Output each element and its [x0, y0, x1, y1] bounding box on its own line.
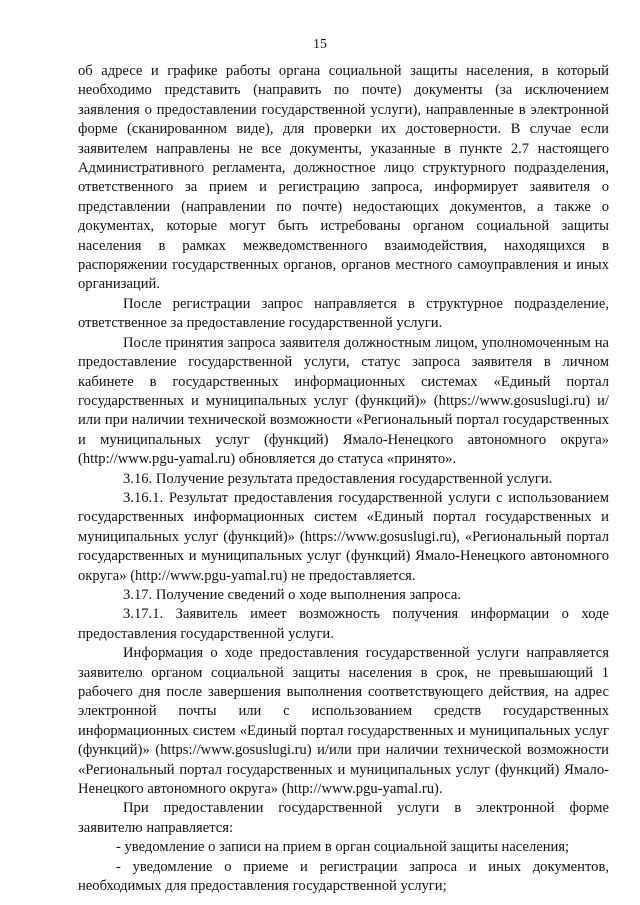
paragraph-3-17-1: 3.17.1. Заявитель имеет возможность получения информации о ходе предоставления государственной услуги.: [78, 606, 609, 642]
paragraph-3-16-1: 3.16.1. Результат предоставления государственной услуги с использованием государственных информационных систем «Единый портал государственных и муниципальных услуг (функций)» (https://www.gosuslugi.ru), «Региональный портал государственных и муниципальных услуг (функций) Ямало-Ненецкого автономного округа» (http://www.pgu-yamal.ru) не предоставляется.: [78, 489, 609, 584]
page-number: 15: [313, 37, 327, 52]
section-heading-3-16: 3.16. Получение результата предоставления государственной услуги.: [123, 470, 553, 487]
paragraph-progress-info: Информация о ходе предоставления государственной услуги направляется заявителю органом социальной защиты населения в срок, не превышающий 1 рабочего дня после завершения выполнения соответствующего действия, на адрес электронной почты или с использованием средств государственных информационных систем «Единый портал государственных и муниципальных услуг (функций)» (https://www.gosuslugi.ru) и/или при наличии технической возможности «Региональный портал государственных и муниципальных услуг (функций) Ямало-Ненецкого автономного округа» (http://www.pgu-yamal.ru).: [78, 645, 609, 798]
list-item-registration-notice: - уведомление о приеме и регистрации запроса и иных документов, необходимых для предоставления государственной услуги;: [78, 858, 609, 895]
paragraph-status-update: После принятия запроса заявителя должностным лицом, уполномоченным на предоставление государственной услуги, статус запроса заявителя в личном кабинете в государственных информационных системах «Единый портал государственных и муниципальных услуг (функций)» (https://www.gosuslugi.ru) и/или при наличии технической возможности «Региональный портал государственных и муниципальных услуг (функций) Ямало-Ненецкого автономного округа» (http://www.pgu-yamal.ru) обновляется до статуса «принято».: [78, 334, 609, 468]
document-body: [78, 62, 609, 896]
list-item-appointment-notice: - уведомление о записи на прием в орган социальной защиты населения;: [116, 839, 570, 856]
paragraph-registration: После регистрации запрос направляется в структурное подразделение, ответственное за предоставление государственной услуги.: [78, 295, 609, 332]
paragraph-notifications-intro: При предоставлении государственной услуги в электронной форме заявителю направляется:: [78, 800, 609, 836]
paragraph-continuation: об адресе и графике работы органа социальной защиты населения, в который необходимо представить (направить по почте) документы (за исключением заявления о предоставлении государственной услуги), направленные в электронной форме (сканированном виде), для проверки их достоверности. В случае если заявителем направлены не все документы, указанные в пункте 2.7 настоящего Административного регламента, должностное лицо структурного подразделения, ответственного за прием и регистрацию запроса, информирует заявителя о представлении (направлении по почте) недостающих документов, а также о документах, которые могут быть истребованы органом социальной защиты населения в рамках межведомственного взаимодействия, находящихся в распоряжении государственных органов, органов местного самоуправления и иных организаций.: [78, 63, 609, 293]
section-heading-3-17: 3.17. Получение сведений о ходе выполнения запроса.: [123, 586, 462, 603]
